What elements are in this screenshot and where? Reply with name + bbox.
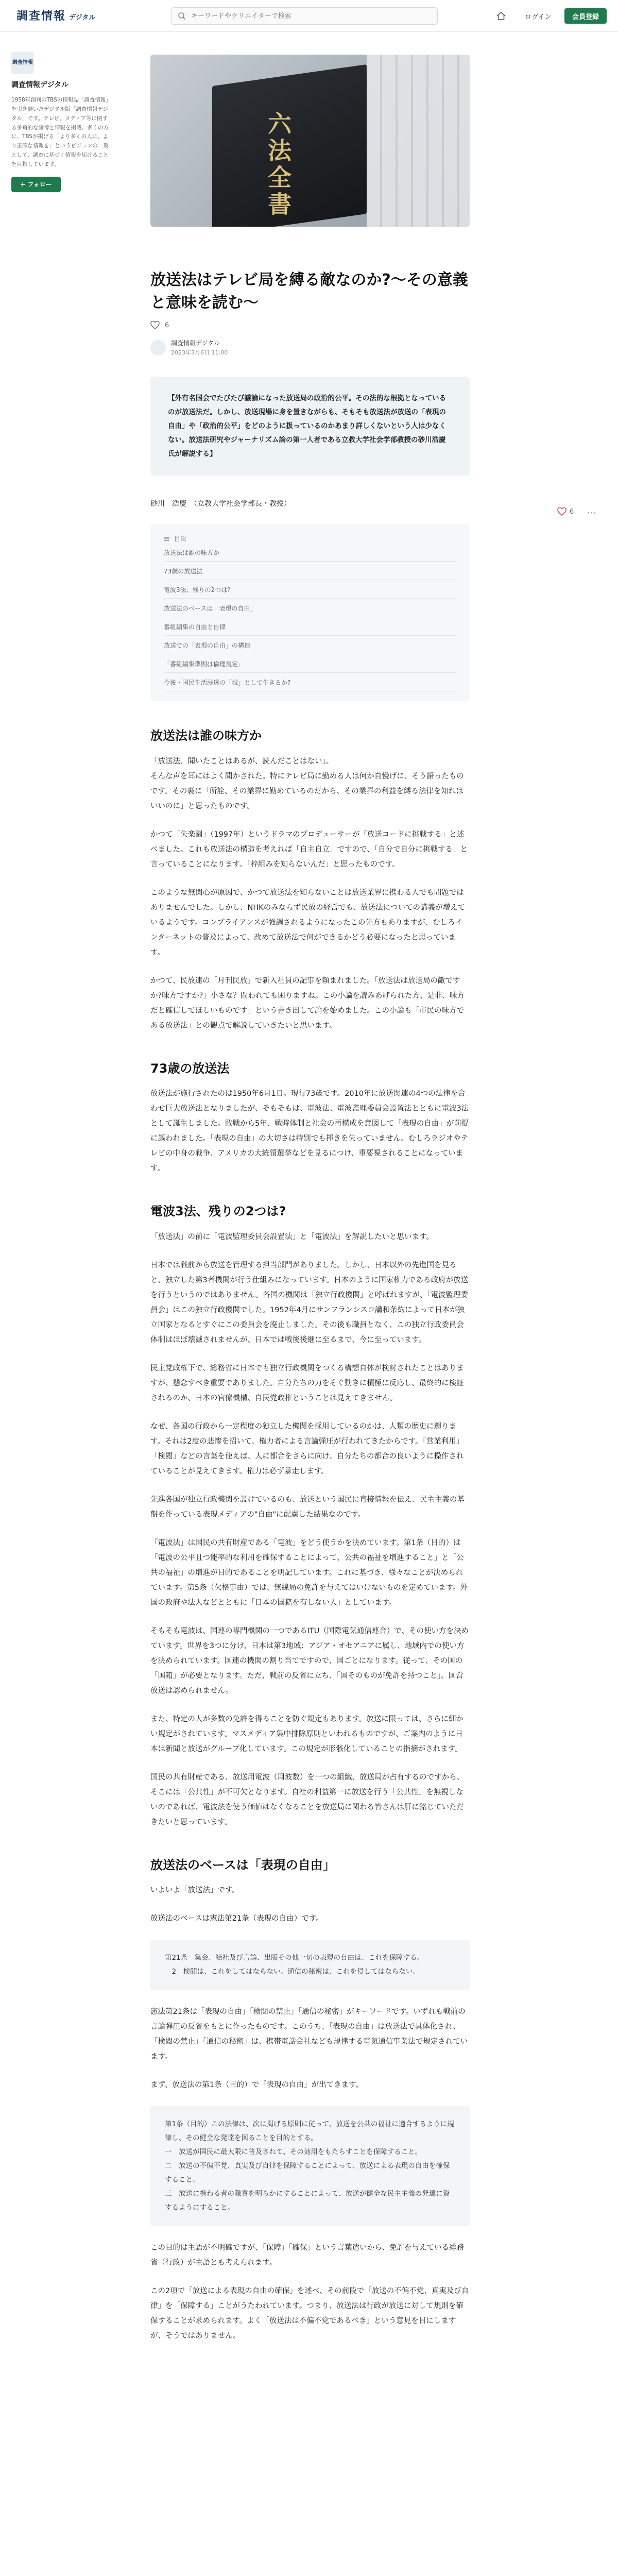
body-paragraph: また、特定の人が多数の免許を得ることを防ぐ規定もあります。放送に限っては、さらに細かい規定がされています。マスメディア集中排除原則といわれるものですが、ご案内のように日本は新聞と放送がグループ化しています。この規定が形骸化していることの指摘がされます。	[150, 1715, 464, 1753]
logo-sub-text: デジタル	[69, 14, 96, 22]
body-paragraph: 「電波法」は国民の共有財産である「電波」をどう使うかを決めています。第1条（目的）は「電波の公平且つ能率的な利用を確保することによって、公共の福祉を増進すること」と「公共の福祉」の増進が目的であることを明記しています。これに基づき、様々なことが決められています。第5条（欠格事由）では、無線局の免許を与えてはいけないものを定めています。外国の政府や法人などとともに「日本の国籍を有しない人」としています。	[150, 1538, 468, 1607]
table-of-contents	[150, 524, 470, 701]
body-paragraph: かつて、民放連の「月刊民放」で新入社員の記事を頼まれました。「放送法は放送局の敵ですか?味方ですか?」小さな？問われても困りますね。この小論を読みあげられた方、是非、味方だと確信してほしいものです」という書き出して論を始めました。この小論も「市民の味方である放送法」との観点で解説していきたいと思います。	[150, 976, 465, 1030]
author-row	[150, 338, 470, 357]
body-paragraph: このような無関心が原因で、かつて放送法を知らないことは放送業界に携わる人でも問題ではありませんでした。しかし、NHKのみならず民放の経営でも、放送法についての講義が増えているようです。コンプライアンスが強調されるようになったこの先方もありますが、むしろインターネットの普及によって、改めて放送法で何ができるかどう必要になったと思っています。	[150, 888, 465, 957]
law-quote: 第21条 集会、結社及び言論、出版その他一切の表現の自由は、これを保障する。 2 検閲は、これをしてはならない。通信の秘密は、これを侵してはならない。	[150, 1940, 470, 1990]
author-avatar[interactable]	[150, 340, 166, 355]
toc-item[interactable]: 番組編集の自由と自律	[164, 622, 456, 636]
body-paragraph: 放送法のベースは憲法第21条（表現の自由）です。	[150, 1914, 323, 1923]
creator-name[interactable]: 調査情報デジタル	[11, 81, 69, 89]
law-quote: 第1条（目的）この法律は、次に掲げる原則に従って、放送を公共の福祉に適合するように規律し、その健全な発達を図ることを目的とする。 一 放送が国民に最大限に普及されて、その効用をもたらすことを保障すること。 二 放送の不偏不党、真実及び自律を保障することによって、放送による表現の自由を確保すること。 三 放送に携わる者の職責を明らかにすることによって、放送が健全な民主主義の発達に資するようにすること。	[150, 2106, 470, 2226]
section-heading: 放送法は誰の味方か	[150, 728, 262, 743]
toc-item[interactable]: 放送での「表現の自由」の構造	[164, 641, 456, 654]
body-paragraph: そもそも電波は、国連の専門機関の一つであるITU（国際電気通信連合）で、その使い方を決めています。世界を3つに分け、日本は第3地域：アジア・オセアニアに属し、地域内での使い方を決められています。国連の機関の割り当てですので、国ごとになります。従って、その国の「国籍」が必要となります。ただ、戦前の反省に立ち、「国そのものが免許を持つこと」。国営放送は認められません。	[150, 1626, 469, 1695]
more-menu-icon[interactable]: ⋯	[587, 507, 596, 518]
top-header	[0, 0, 618, 32]
creator-sidebar	[11, 52, 109, 192]
floating-like[interactable]	[557, 507, 574, 516]
floating-like-count: 6	[570, 507, 574, 516]
creator-avatar[interactable]	[11, 52, 34, 74]
section-heading: 放送法のベースは「表現の自由」	[150, 1857, 335, 1872]
heart-icon[interactable]	[150, 321, 160, 329]
signup-button[interactable]: 会員登録	[564, 8, 607, 24]
home-icon[interactable]	[495, 10, 507, 22]
toc-title: 目次	[174, 535, 187, 543]
hero-image	[150, 55, 470, 227]
heart-icon[interactable]	[557, 507, 566, 516]
like-count: 6	[165, 321, 169, 329]
login-button[interactable]: ログイン	[520, 9, 556, 23]
body-paragraph: 憲法第21条は「表現の自由」「検閲の禁止」「通信の秘密」がキーワードです。いずれも戦前の言論弾圧の反省をもとに作ったものです。このうち、「表現の自由」は放送法で具体化され、「検閲の禁止」「通信の秘密」は、携帯電話会社なども規律する電気通信事業法で規定されています。	[150, 2008, 468, 2061]
body-paragraph: 放送法が施行されたのは1950年6月1日。現行73歳です。2010年に放送関連の4つの法律を合わせ巨大放送法となりましたが、そもそもは、電波法、電波監理委員会設置法とともに電波3法として誕生しました。敗戦から5年、戦時体制と社会の再構成を意図して「表現の自由」が前提に謳われました。「表現の自由」の大切さは特別でも揮きを失っていません。むしろラジオやテレビの中身の戦争、アメリカの大統領選挙などを見るにつけ、重要視されることになっています。	[150, 1090, 469, 1173]
body-paragraph: 先進各国が独立行政機関を設けているのも、放送という国民に直接情報を伝え、民主主義の基盤を作っている表現メディアの"自由"に配慮した結果なのです。	[150, 1495, 465, 1519]
search-box[interactable]	[171, 7, 438, 25]
toc-item[interactable]: 電波3法、残りの2つは?	[164, 585, 456, 599]
section-heading: 73歳の放送法	[150, 1061, 230, 1076]
body-paragraph: 民主党政権下で、総務省に日本でも独立行政機関をつくる構想自体が検討されたことはありますが、懸念すべき重要でありました。自分たちの力をそぐ動きに積極に反応し、最終的に検証されるのか、日本の官僚機構、自民党政権ということは見えてきません。	[150, 1364, 464, 1402]
toc-item[interactable]: 「番組編集準則は倫理規定」	[164, 659, 456, 673]
publish-date: 2023年3月6日 11:00	[171, 349, 228, 356]
keyboard-graphic	[367, 55, 470, 227]
body-paragraph: この目的は主語が不明確ですが、「保障」「確保」という言葉遣いから、免許を与えている総務省（行政）が主語とも考えられます。	[150, 2244, 464, 2267]
body-paragraph: かつて「失楽園」（1997年）というドラマのプロデューサーが「放送コードに挑戦する」と述べました。これも放送法の構造を考えれば「自主自立」ですので、「自分で自分に挑戦する」と言っていることになります。「枠組みを知らないんだ」と思ったものです。	[150, 830, 468, 869]
follow-button[interactable]: + フォロー	[11, 177, 61, 192]
body-paragraph: この2項で「放送による表現の自由の確保」を述べ、その前段で「放送の不偏不党、真実及び自律」を「保障する」ことがうたわれています。つまり、放送法は行政が放送に対して規則を確保することが求められます。よく「放送法は不偏不党であるべき」という意見を目にしますが、そうではありません。	[150, 2287, 469, 2341]
avatar-text: 調査情報	[12, 60, 33, 65]
section-heading: 電波3法、残りの2つは?	[150, 1204, 286, 1219]
search-input[interactable]	[191, 12, 418, 20]
body-paragraph: なぜ、各国の行政から一定程度の独立した機関を採用しているのかは、人類の歴史に遡ります。それは2度の悲惨を招いて、権力者による言論弾圧が行われてきたからです。「営業利用」「検閲」などの言葉を使えば、人に都合をさらに向け、自分たちの都合の良いように操作されていることが見えてきます。権力は必ず暴走します。	[150, 1422, 464, 1476]
list-icon	[164, 536, 170, 542]
toc-item[interactable]: 73歳の放送法	[164, 567, 456, 580]
body-paragraph: いよいよ「放送法」です。	[150, 1886, 239, 1895]
book-label: 六法全書	[264, 111, 292, 218]
search-icon	[178, 12, 186, 20]
toc-item[interactable]: 放送法は誰の味方か	[164, 548, 456, 562]
like-row	[150, 321, 470, 329]
body-paragraph: 「放送法」の前に「電波監理委員会設置法」と「電波法」を解説したいと思います。	[150, 1232, 434, 1241]
creator-description: 1958年創刊のTBSの情報誌「調査情報」を引き継いだデジタル版「調査情報デジタル」です。テレビ、メディア等に関する多角的な論考と情報を掲載。多くの方に、TBSが掲げる「より多くの人に、より正確な情報を」というビジョンの一環として、調査に基づく情報を届けることを目指しています。	[11, 97, 109, 167]
body-paragraph: まず、放送法の第1条（目的）で「表現の自由」が出てきます。	[150, 2081, 363, 2090]
author-name[interactable]: 調査情報デジタル	[171, 340, 220, 347]
article	[150, 55, 470, 2344]
body-paragraph: 国民の共有財産である、放送用電波（周波数）を一つの組織、放送局が占有するのですから、そこには「公共性」が不可欠となります。自社の利益第一に放送を行う「公共性」を無視しないのであれば、電波法を使う価値はなくなることを放送局に関わる皆さんは肝に銘じていただきたいと思っています。	[150, 1773, 464, 1826]
body-paragraph: 日本では戦前から放送を管理する担当部門がありました。しかし、日本以外の先進国を見ると、独立した第3者機関が行う仕組みになっています。日本のように国家権力である政府が放送を行うというのではありません。各国の機関は「独立行政機関」と呼ばれますが、「電波監理委員会」はこの独立行政機関でした。1952年4月にサンフランシスコ講和条約によって日本が独立国家となるとすぐにこの委員会を廃止しました。その後も職員となく、この独立行政委員会体制はほぼ壊滅されませんが、日本では戦後後継に至るまで、今に至っています。	[150, 1261, 469, 1344]
article-title: 放送法はテレビ局を縛る敵なのか?〜その意義と意味を読む〜	[150, 271, 468, 312]
lead-summary: 【外有名国会でたびたび議論になった放送局の政治的公平。その法的な根拠となっているのが放送法だ。しかし、放送現場に身を置きながらも、そもそも放送法が放送の「表現の自由」や「政治的公平」をどのように扱っているのかあまり詳しくないという人は少なくない。放送法研究やジャーナリズム論の第一人者である立教大学社会学部教授の砂川浩慶氏が解説する】	[150, 377, 470, 476]
toc-item[interactable]: 放送法のベースは「表現の自由」	[164, 604, 456, 617]
toc-item[interactable]: 今後・国民生活浸透の「城」として生きるか?	[164, 678, 456, 691]
byline: 砂川 浩慶 （立教大学社会学部長・教授）	[150, 500, 291, 508]
site-logo[interactable]	[16, 7, 95, 24]
body-paragraph: 「放送法、聞いたことはあるが、読んだことはない」。 そんな声を耳にはよく聞かされた。特にテレビ局に勤める人は何か自慢げに、そう語ったものです。その裏に「所詮、その業界に勤めているのだから、その業界の利益を縛る法律を知れはいいのに」と思ったものです。	[150, 757, 464, 810]
logo-main-text: 調査情報	[16, 9, 66, 23]
